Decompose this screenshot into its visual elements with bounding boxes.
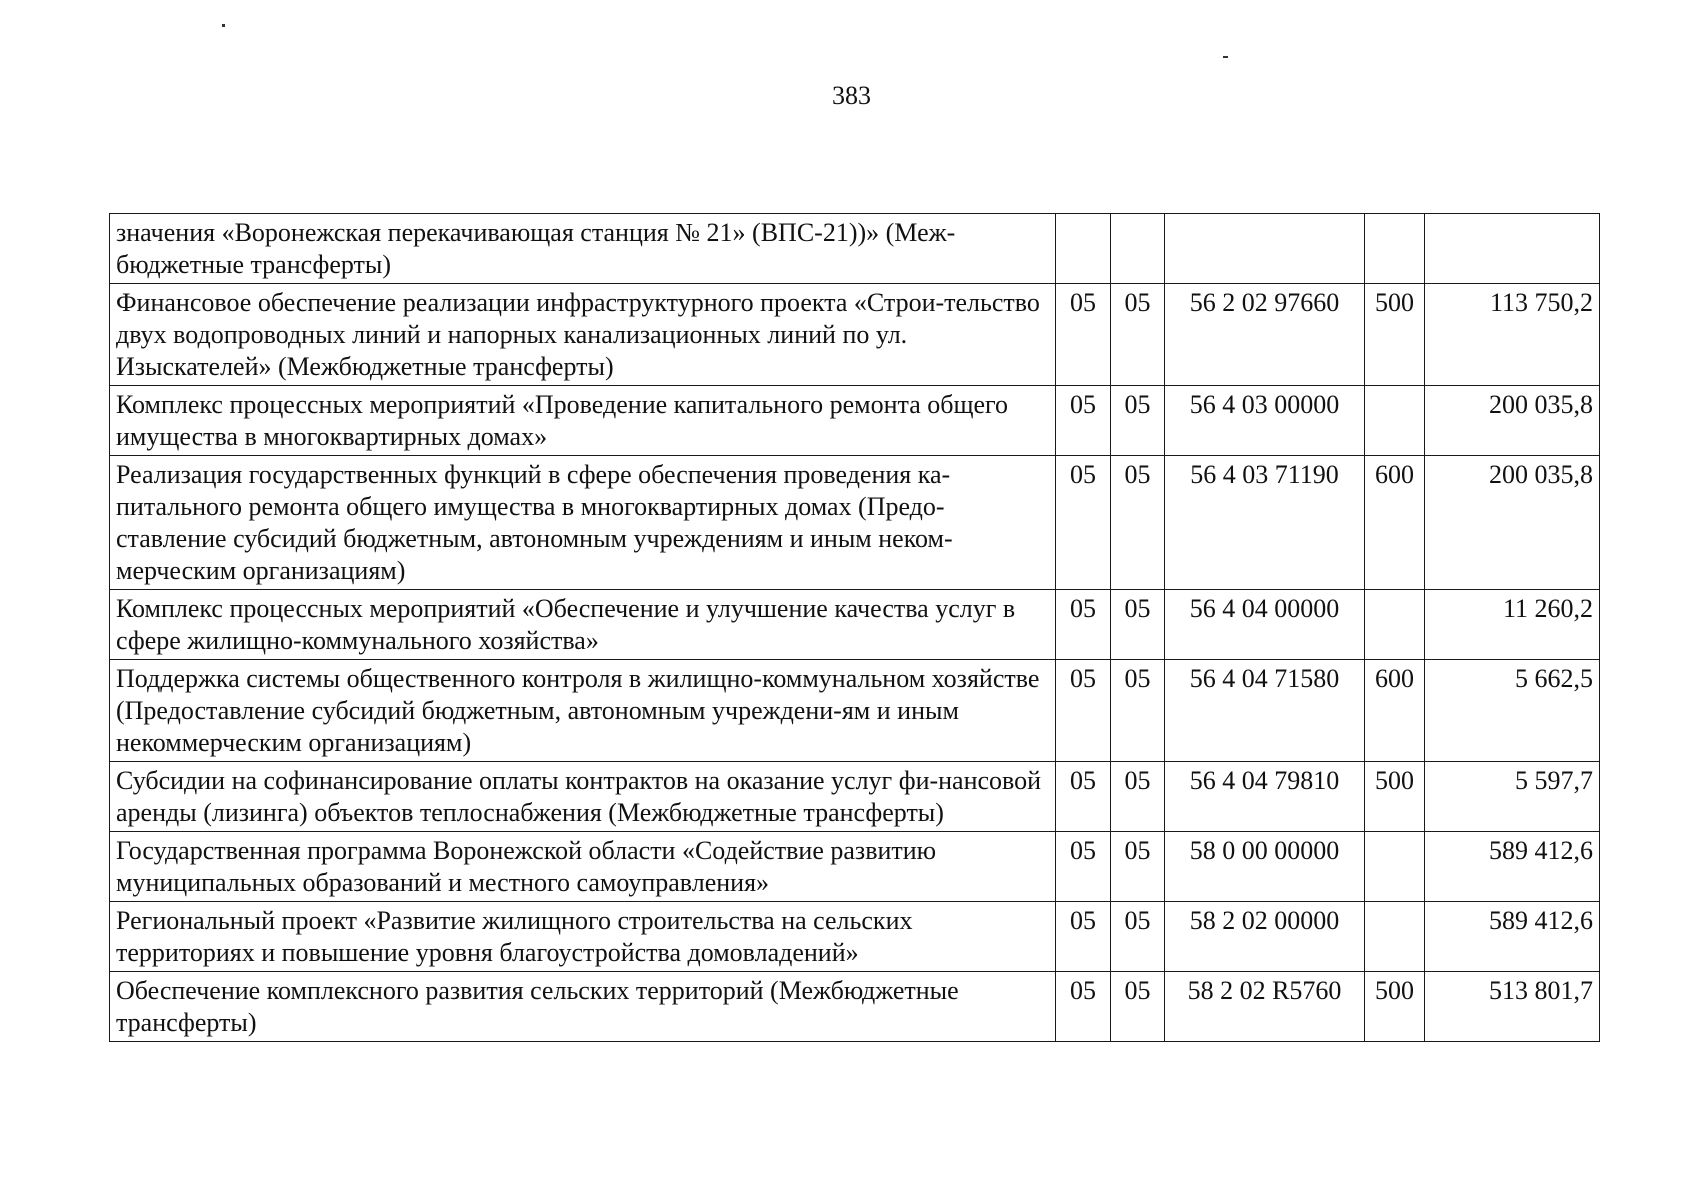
table-row: [110, 660, 1600, 762]
subsection-code: 05: [1111, 590, 1165, 660]
target-article-code: 58 0 00 00000: [1165, 832, 1365, 902]
section-code: 05: [1056, 456, 1111, 590]
amount: 513 801,7: [1425, 972, 1600, 1042]
subsection-code: 05: [1111, 386, 1165, 456]
amount: 5 662,5: [1425, 660, 1600, 762]
table-row: [110, 832, 1600, 902]
row-description: Комплекс процессных мероприятий «Обеспечение и улучшение качества услуг в сфере жилищно-коммунального хозяйства»: [110, 590, 1056, 660]
subsection-code: 05: [1111, 660, 1165, 762]
amount: 113 750,2: [1425, 284, 1600, 386]
section-code: 05: [1056, 590, 1111, 660]
target-article-code: 56 4 03 00000: [1165, 386, 1365, 456]
section-code: 05: [1056, 832, 1111, 902]
expense-type-code: 600: [1365, 660, 1425, 762]
section-code: 05: [1056, 284, 1111, 386]
amount: 5 597,7: [1425, 762, 1600, 832]
expense-type-code: 500: [1365, 972, 1425, 1042]
page-number: 383: [832, 81, 871, 110]
row-description: Финансовое обеспечение реализации инфраструктурного проекта «Строи-тельство двух водопроводных линий и напорных канализационных линий по ул. Изыскателей» (Межбюджетные трансферты): [110, 284, 1056, 386]
subsection-code: [1111, 214, 1165, 284]
amount: 200 035,8: [1425, 456, 1600, 590]
target-article-code: 56 4 03 71190: [1165, 456, 1365, 590]
expense-type-code: [1365, 832, 1425, 902]
expense-type-code: [1365, 386, 1425, 456]
budget-table: [109, 213, 1600, 1042]
scan-speck: [1223, 56, 1228, 58]
row-description: Региональный проект «Развитие жилищного строительства на сельских территориях и повышение уровня благоустройства домовладений»: [110, 902, 1056, 972]
section-code: 05: [1056, 386, 1111, 456]
table-row: [110, 386, 1600, 456]
scan-speck: [222, 24, 225, 27]
row-description: значения «Воронежская перекачивающая станция № 21» (ВПС-21))» (Меж-бюджетные трансферты): [110, 214, 1056, 284]
table-row: [110, 214, 1600, 284]
section-code: [1056, 214, 1111, 284]
expense-type-code: 600: [1365, 456, 1425, 590]
amount: 589 412,6: [1425, 902, 1600, 972]
subsection-code: 05: [1111, 902, 1165, 972]
target-article-code: 58 2 02 R5760: [1165, 972, 1365, 1042]
subsection-code: 05: [1111, 456, 1165, 590]
target-article-code: [1165, 214, 1365, 284]
target-article-code: 58 2 02 00000: [1165, 902, 1365, 972]
subsection-code: 05: [1111, 762, 1165, 832]
expense-type-code: [1365, 590, 1425, 660]
target-article-code: 56 4 04 79810: [1165, 762, 1365, 832]
section-code: 05: [1056, 762, 1111, 832]
section-code: 05: [1056, 902, 1111, 972]
subsection-code: 05: [1111, 972, 1165, 1042]
section-code: 05: [1056, 660, 1111, 762]
table-row: [110, 590, 1600, 660]
section-code: 05: [1056, 972, 1111, 1042]
row-description: Государственная программа Воронежской области «Содействие развитию муниципальных образований и местного самоуправления»: [110, 832, 1056, 902]
table-row: [110, 284, 1600, 386]
table-row: [110, 456, 1600, 590]
amount: [1425, 214, 1600, 284]
table-row: [110, 762, 1600, 832]
row-description: Обеспечение комплексного развития сельских территорий (Межбюджетные трансферты): [110, 972, 1056, 1042]
row-description: Комплекс процессных мероприятий «Проведение капитального ремонта общего имущества в многоквартирных домах»: [110, 386, 1056, 456]
subsection-code: 05: [1111, 284, 1165, 386]
target-article-code: 56 2 02 97660: [1165, 284, 1365, 386]
amount: 589 412,6: [1425, 832, 1600, 902]
table-row: [110, 972, 1600, 1042]
row-description: Субсидии на софинансирование оплаты контрактов на оказание услуг фи-нансовой аренды (лизинга) объектов теплоснабжения (Межбюджетные трансферты): [110, 762, 1056, 832]
amount: 11 260,2: [1425, 590, 1600, 660]
expense-type-code: 500: [1365, 284, 1425, 386]
row-description: Поддержка системы общественного контроля в жилищно-коммунальном хозяйстве (Предоставление субсидий бюджетным, автономным учреждени-ям и иным некоммерческим организациям): [110, 660, 1056, 762]
subsection-code: 05: [1111, 832, 1165, 902]
expense-type-code: [1365, 902, 1425, 972]
target-article-code: 56 4 04 71580: [1165, 660, 1365, 762]
expense-type-code: [1365, 214, 1425, 284]
row-description: Реализация государственных функций в сфере обеспечения проведения ка-питального ремонта общего имущества в многоквартирных домах (Предо-ставление субсидий бюджетным, автономным учреждениям и иным неком-мерческим организациям): [110, 456, 1056, 590]
amount: 200 035,8: [1425, 386, 1600, 456]
target-article-code: 56 4 04 00000: [1165, 590, 1365, 660]
table-row: [110, 902, 1600, 972]
expense-type-code: 500: [1365, 762, 1425, 832]
